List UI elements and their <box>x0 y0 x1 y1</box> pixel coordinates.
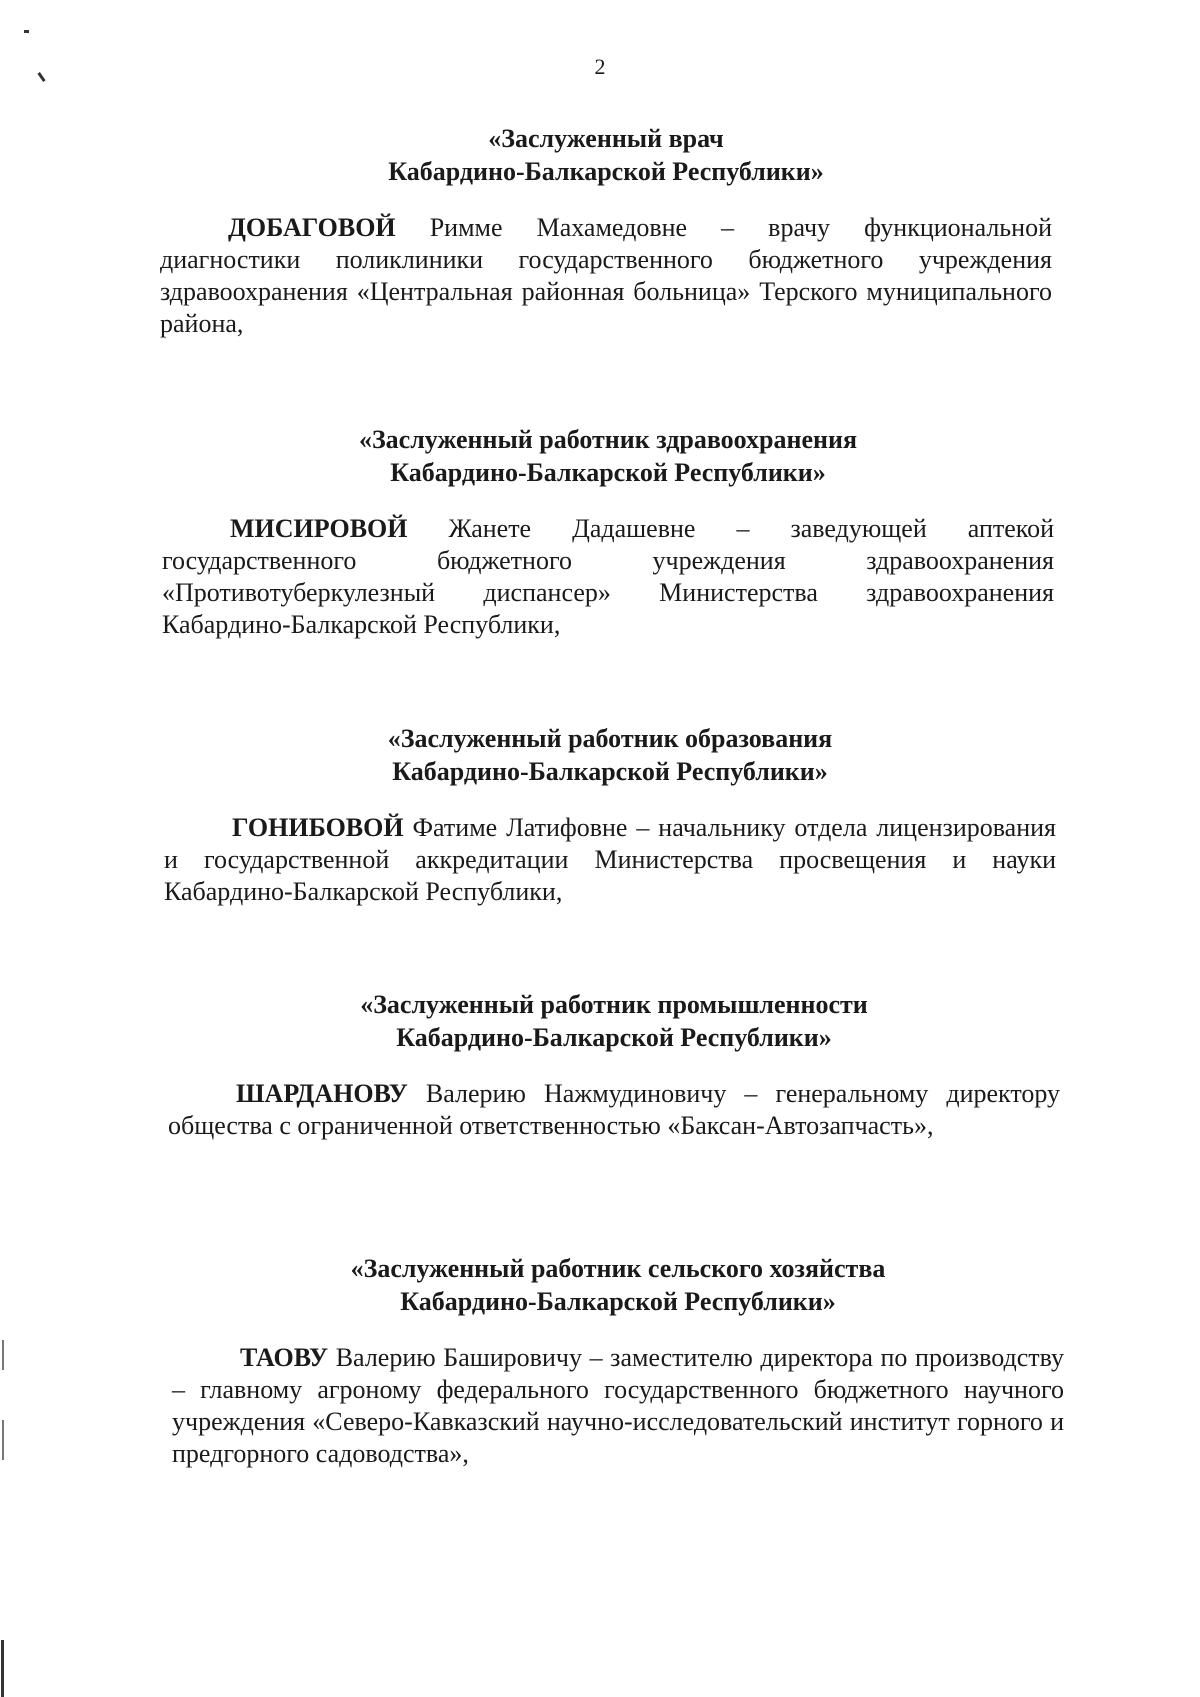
award-title-line: Кабардино-Балкарской Республики» <box>400 1287 836 1316</box>
recipient-entry <box>164 812 1056 908</box>
award-title-line: Кабардино-Балкарской Республики» <box>388 157 824 186</box>
award-title-line: Кабардино-Балкарской Республики» <box>392 757 828 786</box>
scan-artifact <box>2 1420 4 1460</box>
award-section-agriculture-worker <box>172 1252 1064 1470</box>
scan-artifact <box>1 1640 4 1697</box>
recipient-description: Валерию Нажмудиновичу – генеральному директору общества с ограниченной ответственностью «Баксан-Автозапчасть», <box>168 1079 1060 1140</box>
recipient-entry <box>160 212 1052 340</box>
recipient-entry <box>172 1342 1064 1470</box>
recipient-surname: ТАОВУ <box>240 1343 329 1372</box>
award-title <box>164 722 1056 788</box>
award-section-doctor <box>160 122 1052 340</box>
award-title-line: «Заслуженный работник сельского хозяйства <box>350 1254 886 1283</box>
award-title-line: «Заслуженный работник образования <box>387 724 833 753</box>
recipient-surname: ГОНИБОВОЙ <box>232 813 404 842</box>
recipient-description: Фатиме Латифовне – начальнику отдела лицензирования и государственной аккредитации Министерства просвещения и науки Кабардино-Балкарской Республики, <box>164 813 1056 906</box>
recipient-surname: МИСИРОВОЙ <box>230 514 408 543</box>
recipient-entry <box>168 1078 1060 1142</box>
recipient-entry <box>162 513 1054 641</box>
award-title <box>162 423 1054 489</box>
recipient-description: Жанете Дадашевне – заведующей аптекой государственного бюджетного учреждения здравоохранения «Противотуберкулезный диспансер» Министерства здравоохранения Кабардино-Балкарской Республики, <box>162 514 1054 639</box>
recipient-surname: ШАРДАНОВУ <box>236 1079 408 1108</box>
award-title <box>160 122 1052 188</box>
award-title-line: Кабардино-Балкарской Республики» <box>390 458 826 487</box>
recipient-surname: ДОБАГОВОЙ <box>228 213 396 242</box>
award-title-line: Кабардино-Балкарской Республики» <box>396 1023 832 1052</box>
scan-artifact <box>2 1340 4 1370</box>
award-title-line: «Заслуженный врач <box>488 124 724 153</box>
award-title <box>168 988 1060 1054</box>
award-section-healthcare-worker <box>162 423 1054 641</box>
award-section-industry-worker <box>168 988 1060 1142</box>
scan-artifact <box>24 30 29 33</box>
award-title <box>172 1252 1064 1318</box>
award-title-line: «Заслуженный работник промышленности <box>360 990 868 1019</box>
recipient-description: Римме Махамедовне – врачу функциональной диагностики поликлиники государственного бюджетного учреждения здравоохранения «Центральная районная больница» Терского муниципального района, <box>160 213 1052 338</box>
recipient-description: Валерию Башировичу – заместителю директора по производству – главному агроному федерального государственного бюджетного научного учреждения «Северо-Кавказский научно-исследовательский институт горного и предгорного садоводства», <box>172 1343 1065 1468</box>
award-title-line: «Заслуженный работник здравоохранения <box>358 425 858 454</box>
award-section-education-worker <box>164 722 1056 908</box>
page-number: 2 <box>594 54 606 79</box>
